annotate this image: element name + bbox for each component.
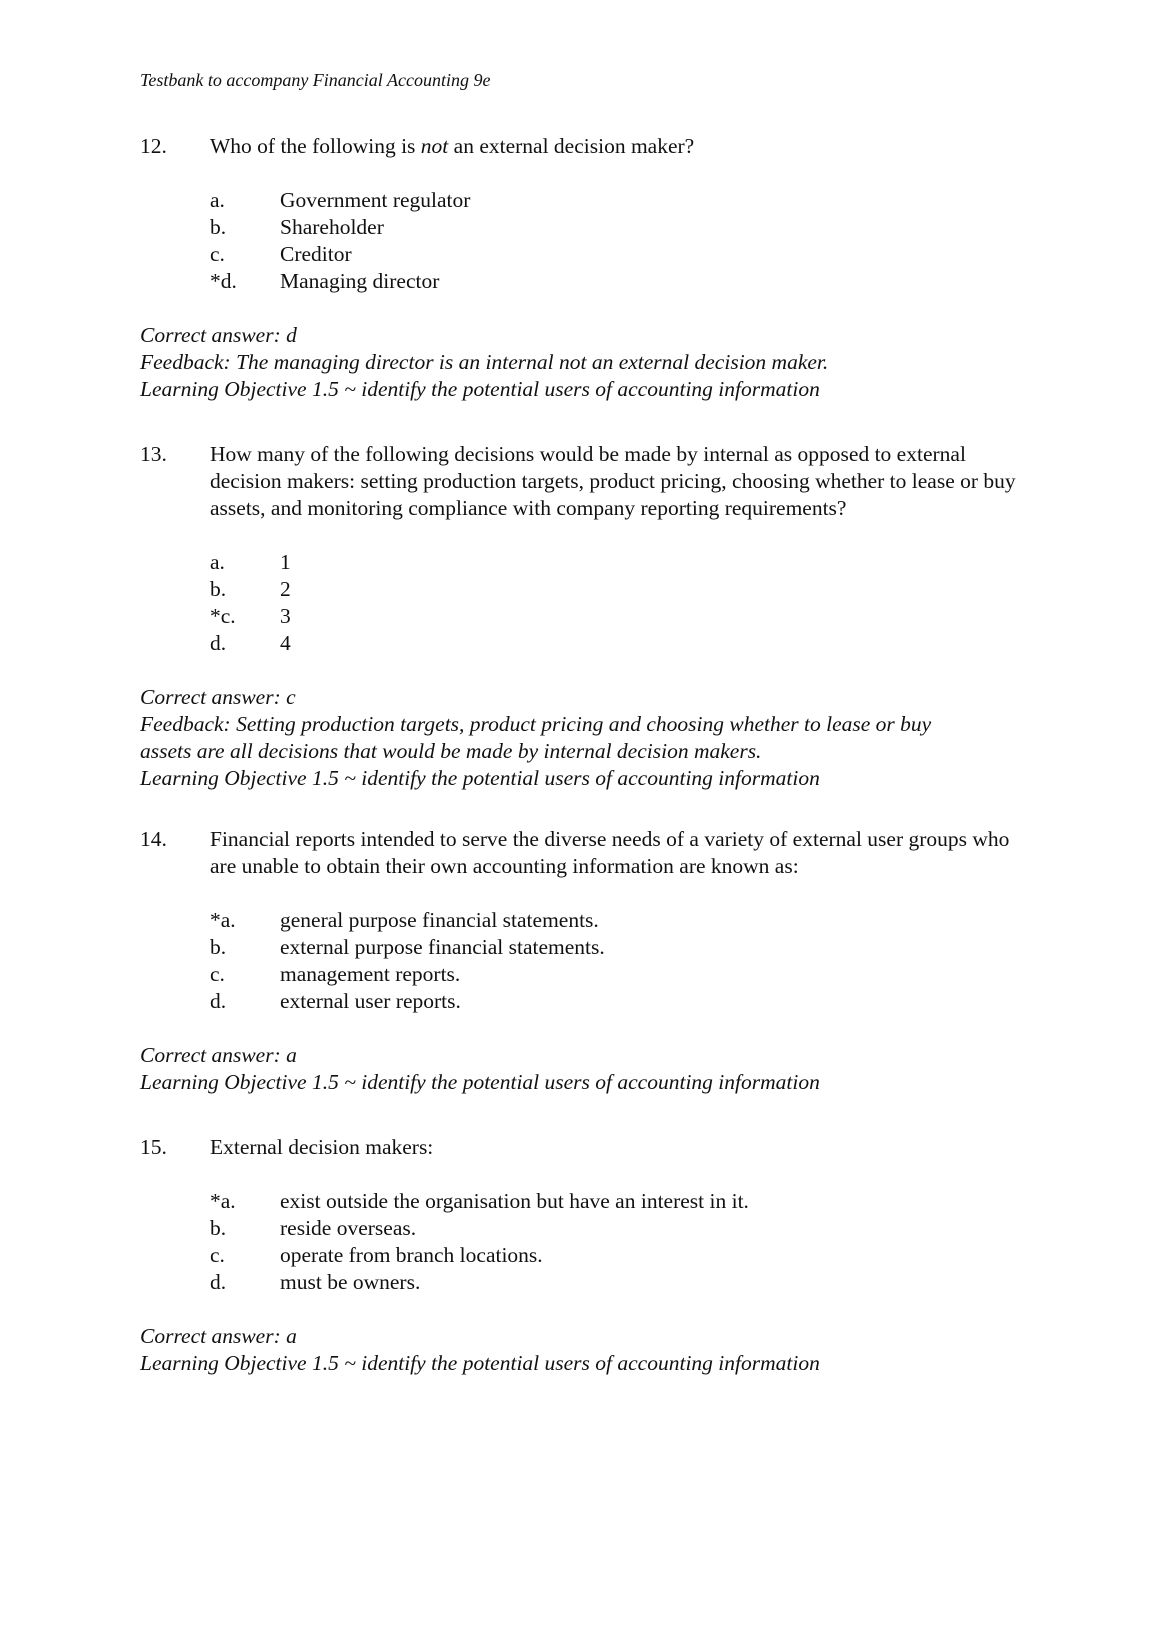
options-list (210, 1188, 1020, 1296)
page-header: Testbank to accompany Financial Accounting 9e (140, 70, 491, 90)
option (210, 214, 1020, 241)
option-text: Creditor (280, 242, 352, 266)
question-text: External decision makers: (210, 1135, 434, 1159)
option-label: b. (210, 577, 227, 601)
question-text (210, 133, 1020, 160)
question-text-part: an external decision maker? (448, 134, 695, 158)
correct-answer: Correct answer: a (140, 1043, 297, 1067)
feedback-continued: assets are all decisions that would be made by internal decision makers. (140, 739, 762, 763)
option-label: b. (210, 935, 227, 959)
answer-block (140, 322, 1020, 403)
correct-answer: Correct answer: c (140, 685, 296, 709)
option-label: d. (210, 631, 227, 655)
option-text: 4 (280, 631, 291, 655)
option (210, 603, 1020, 630)
question-number: 14. (140, 827, 167, 851)
correct-answer: Correct answer: a (140, 1324, 297, 1348)
option (210, 1242, 1020, 1269)
answer-block (140, 1042, 1020, 1096)
option-text: general purpose financial statements. (280, 908, 599, 932)
answer-block (140, 684, 1020, 792)
question-number: 15. (140, 1135, 167, 1159)
option-text: Managing director (280, 269, 440, 293)
option-text: 2 (280, 577, 291, 601)
answer-block (140, 1323, 1020, 1377)
option-text: exist outside the organisation but have an interest in it. (280, 1189, 749, 1213)
question-text-emphasis: not (420, 134, 449, 158)
option (210, 961, 1020, 988)
question-14 (140, 826, 1020, 1096)
option-label: a. (210, 550, 225, 574)
option-label: b. (210, 1216, 227, 1240)
question-text: How many of the following decisions would be made by internal as opposed to external decision makers: setting production targets, product pricing, choosing whether to lease or buy assets, and monitoring compliance with company reporting requirements? (210, 442, 1016, 520)
question-text-part: Who of the following is (210, 134, 421, 158)
option-text: operate from branch locations. (280, 1243, 543, 1267)
option-text: Government regulator (280, 188, 471, 212)
option (210, 187, 1020, 214)
learning-objective: Learning Objective 1.5 ~ identify the potential users of accounting information (140, 1351, 820, 1375)
options-list (210, 187, 1020, 295)
option-label: *d. (210, 269, 237, 293)
option (210, 1188, 1020, 1215)
option (210, 988, 1020, 1015)
options-list (210, 549, 1020, 657)
question-number: 13. (140, 442, 167, 466)
question-12 (140, 133, 1020, 403)
option-label: *a. (210, 1189, 236, 1213)
option-text: external purpose financial statements. (280, 935, 605, 959)
option-label: *a. (210, 908, 236, 932)
option-label: c. (210, 962, 225, 986)
option-label: a. (210, 188, 225, 212)
option-label: *c. (210, 604, 236, 628)
options-list (210, 907, 1020, 1015)
option-label: d. (210, 1270, 227, 1294)
option-label: d. (210, 989, 227, 1013)
feedback: Feedback: Setting production targets, product pricing and choosing whether to lease or buy (140, 712, 932, 736)
option (210, 1269, 1020, 1296)
option-label: c. (210, 242, 225, 266)
option-text: Shareholder (280, 215, 384, 239)
question-number: 12. (140, 134, 167, 158)
option (210, 1215, 1020, 1242)
feedback: Feedback: The managing director is an internal not an external decision maker. (140, 350, 829, 374)
learning-objective: Learning Objective 1.5 ~ identify the potential users of accounting information (140, 1070, 820, 1094)
correct-answer: Correct answer: d (140, 323, 297, 347)
learning-objective: Learning Objective 1.5 ~ identify the potential users of accounting information (140, 766, 820, 790)
question-13 (140, 441, 1020, 792)
option (210, 907, 1020, 934)
option-label: b. (210, 215, 227, 239)
option (210, 241, 1020, 268)
option (210, 549, 1020, 576)
option (210, 630, 1020, 657)
option-label: c. (210, 1243, 225, 1267)
option (210, 268, 1020, 295)
option-text: management reports. (280, 962, 461, 986)
option-text: reside overseas. (280, 1216, 417, 1240)
option (210, 934, 1020, 961)
question-text: Financial reports intended to serve the diverse needs of a variety of external user groups who are unable to obtain their own accounting information are known as: (210, 827, 1010, 878)
question-15 (140, 1134, 1020, 1377)
option-text: 3 (280, 604, 291, 628)
option-text: external user reports. (280, 989, 461, 1013)
option-text: must be owners. (280, 1270, 421, 1294)
option-text: 1 (280, 550, 291, 574)
option (210, 576, 1020, 603)
learning-objective: Learning Objective 1.5 ~ identify the potential users of accounting information (140, 377, 820, 401)
